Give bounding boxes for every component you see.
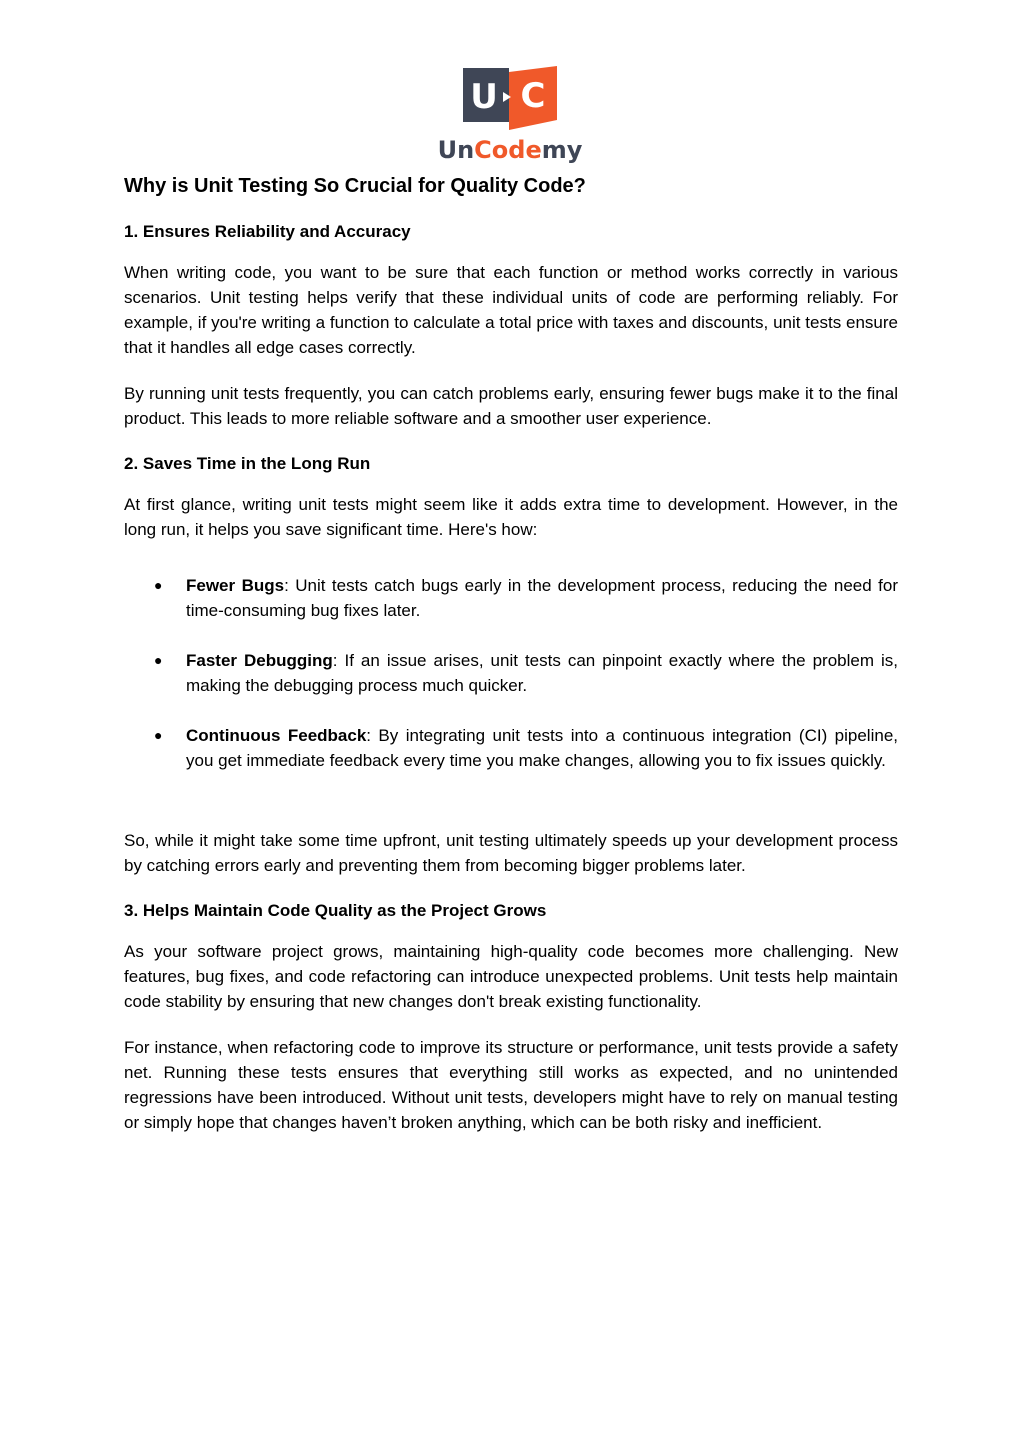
section-2-intro: At first glance, writing unit tests might seem like it adds extra time to development. However, in the long run, it helps you save significant time. Here's how: <box>124 495 898 539</box>
list-item-term: Faster Debugging <box>186 651 333 670</box>
wordmark-part-3: my <box>541 136 583 164</box>
bullet-icon: ● <box>154 727 163 743</box>
section-2-heading: 2. Saves Time in the Long Run <box>124 454 371 473</box>
section-3-paragraph-1: As your software project grows, maintaining high-quality code becomes more challenging. New features, bug fixes, and code refactoring can introduce unexpected problems. Unit tests help maintain code stability by ensuring that new changes don't break existing functionality. <box>124 942 898 1011</box>
section-3-heading: 3. Helps Maintain Code Quality as the Project Grows <box>124 901 547 920</box>
list-item-text: : If an issue arises, unit tests can pinpoint exactly where the problem is, making the debugging process much quicker. <box>186 651 898 695</box>
list-item-text: : Unit tests catch bugs early in the development process, reducing the need for time-consuming bug fixes later. <box>186 576 898 620</box>
benefits-list <box>124 573 898 773</box>
list-item <box>154 648 898 698</box>
logo-letter-c: C <box>520 76 546 116</box>
logo-letter-u: U <box>470 77 498 117</box>
page-title: Why is Unit Testing So Crucial for Quality Code? <box>124 175 586 197</box>
logo-wordmark <box>430 136 590 164</box>
uncodemy-logo <box>430 64 590 164</box>
list-item-term: Fewer Bugs <box>186 576 285 595</box>
section-3-paragraph-2: For instance, when refactoring code to improve its structure or performance, unit tests provide a safety net. Running these tests ensures that everything still works as expected, and no unintended regressions have been introduced. Without unit tests, developers might have to rely on manual testing or simply hope that changes haven’t broken anything, which can be both risky and inefficient. <box>124 1038 898 1132</box>
bullet-icon: ● <box>154 577 163 593</box>
section-1-paragraph-1: When writing code, you want to be sure that each function or method works correctly in various scenarios. Unit testing helps verify that these individual units of code are performing reliably. For example, if you're writing a function to calculate a total price with taxes and discounts, unit tests ensure that it handles all edge cases correctly. <box>124 263 898 357</box>
bullet-icon: ● <box>154 652 163 668</box>
section-2-outro: So, while it might take some time upfront, unit testing ultimately speeds up your development process by catching errors early and preventing them from becoming bigger problems later. <box>124 831 898 875</box>
article <box>124 172 898 1156</box>
wordmark-part-2: Code <box>474 136 542 164</box>
list-item <box>154 723 898 773</box>
section-1-paragraph-2: By running unit tests frequently, you can catch problems early, ensuring fewer bugs make it to the final product. This leads to more reliable software and a smoother user experience. <box>124 384 898 428</box>
wordmark-part-1: Un <box>437 136 475 164</box>
uncodemy-logo-mark <box>463 66 557 132</box>
list-item <box>154 573 898 623</box>
list-item-term: Continuous Feedback <box>186 726 367 745</box>
list-item-text: : By integrating unit tests into a continuous integration (CI) pipeline, you get immediate feedback every time you make changes, allowing you to fix issues quickly. <box>186 726 898 770</box>
section-1-heading: 1. Ensures Reliability and Accuracy <box>124 222 411 241</box>
